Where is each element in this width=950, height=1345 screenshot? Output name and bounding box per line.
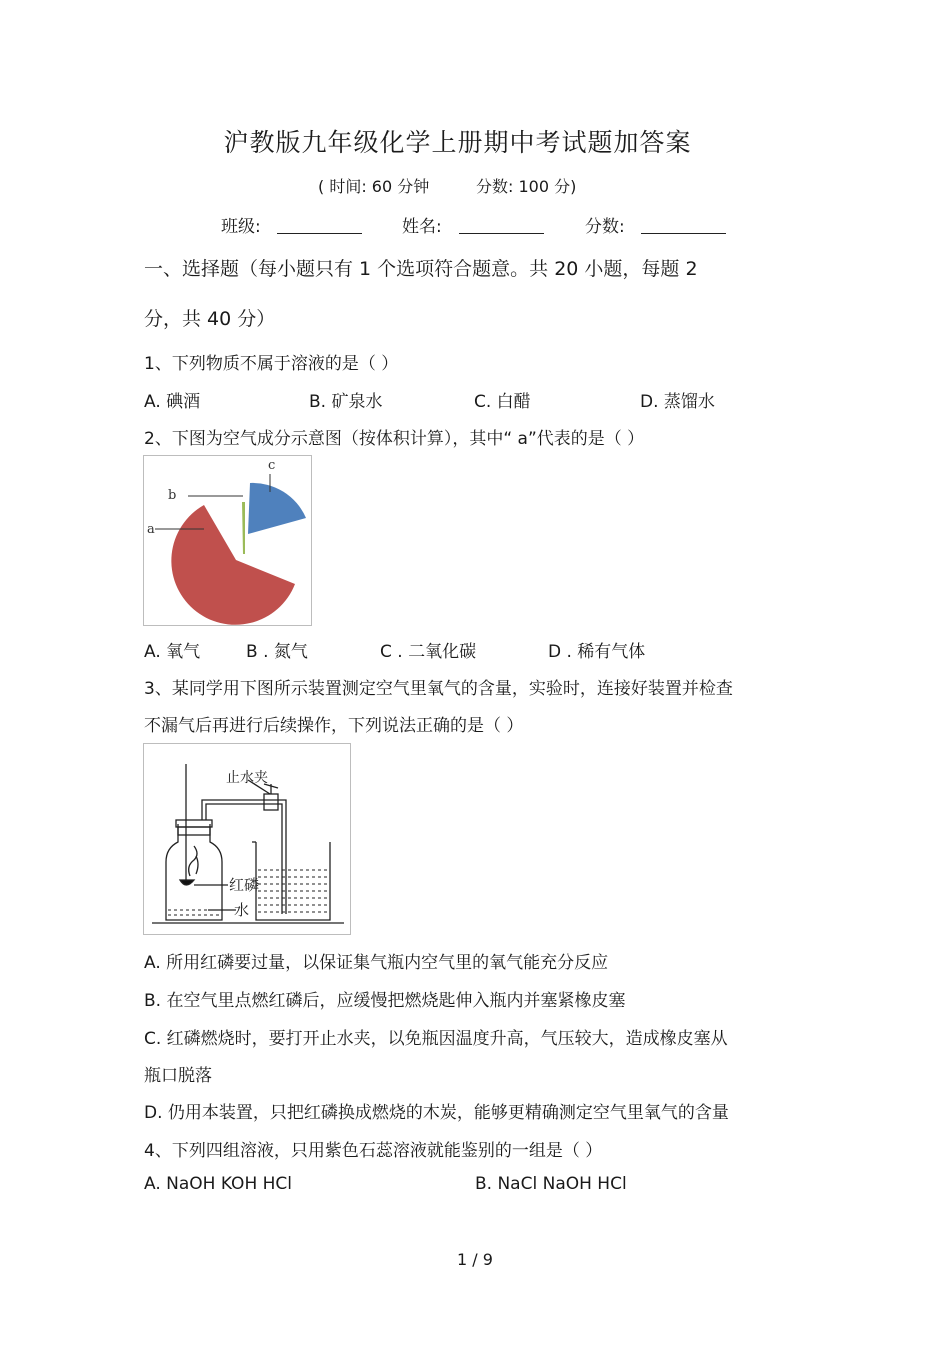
- q1-option-a: A. 碘酒: [144, 392, 201, 412]
- score-label: 分数:: [585, 217, 625, 237]
- page-number: 1 / 9: [457, 1250, 493, 1269]
- q3-option-c-line1: C. 红磷燃烧时，要打开止水夹，以免瓶因温度升高，气压较大，造成橡皮塞从: [144, 1029, 728, 1049]
- class-blank: [277, 219, 362, 234]
- q1-option-c: C. 白醋: [474, 392, 531, 412]
- pie-label-a: a: [147, 522, 155, 537]
- pie-label-b: b: [168, 488, 177, 503]
- q3-option-a: A. 所用红磷要过量，以保证集气瓶内空气里的氧气能充分反应: [144, 953, 609, 973]
- q2-option-a: A. 氧气: [144, 642, 201, 662]
- section-heading-line2: 分，共 40 分）: [144, 308, 276, 330]
- q3-option-b: B. 在空气里点燃红磷后，应缓慢把燃烧匙伸入瓶内并塞紧橡皮塞: [144, 991, 626, 1011]
- q4-option-a: A. NaOH KOH HCl: [144, 1174, 293, 1194]
- pie-slice-b: [242, 502, 245, 554]
- section-heading-line1: 一、选择题（每小题只有 1 个选项符合题意。共 20 小题，每题 2: [144, 258, 698, 280]
- class-label: 班级:: [221, 217, 261, 237]
- exam-total-score: 分数: 100 分): [476, 177, 577, 196]
- q2-stem: 2、下图为空气成分示意图（按体积计算），其中“ a”代表的是（ ）: [144, 429, 645, 449]
- q2-option-b: B . 氮气: [246, 642, 308, 662]
- q1-option-b: B. 矿泉水: [309, 392, 383, 412]
- page-title: 沪教版九年级化学上册期中考试题加答案: [223, 128, 692, 157]
- oxygen-measurement-apparatus-figure: [143, 743, 351, 935]
- q1-option-d: D. 蒸馏水: [640, 392, 715, 412]
- q3-option-c-line2: 瓶口脱落: [144, 1066, 212, 1086]
- pie-svg: [144, 456, 311, 625]
- q2-option-c: C . 二氧化碳: [380, 642, 477, 662]
- q2-option-d: D . 稀有气体: [548, 642, 646, 662]
- exam-time: ( 时间: 60 分钟: [318, 177, 430, 196]
- q1-stem: 1、下列物质不属于溶液的是（ ）: [144, 354, 399, 374]
- label-red-phosphorus: 红磷: [229, 876, 260, 894]
- q4-option-b: B. NaCl NaOH HCl: [475, 1174, 627, 1194]
- label-water: 水: [234, 901, 250, 919]
- apparatus-svg: [144, 744, 350, 934]
- name-label: 姓名:: [402, 217, 442, 237]
- pie-slice-c: [248, 483, 306, 534]
- score-blank: [641, 219, 726, 234]
- q3-stem-line1: 3、某同学用下图所示装置测定空气里氧气的含量，实验时，连接好装置并检查: [144, 679, 733, 699]
- pie-label-c: c: [268, 458, 276, 473]
- q3-option-d: D. 仍用本装置，只把红磷换成燃烧的木炭，能够更精确测定空气里氧气的含量: [144, 1103, 729, 1123]
- air-composition-pie-figure: [143, 455, 312, 626]
- name-blank: [459, 219, 544, 234]
- label-stopcock: 止水夹: [226, 770, 268, 786]
- q4-stem: 4、下列四组溶液，只用紫色石蕊溶液就能鉴别的一组是（ ）: [144, 1141, 603, 1161]
- q3-stem-line2: 不漏气后再进行后续操作，下列说法正确的是（ ）: [144, 716, 524, 736]
